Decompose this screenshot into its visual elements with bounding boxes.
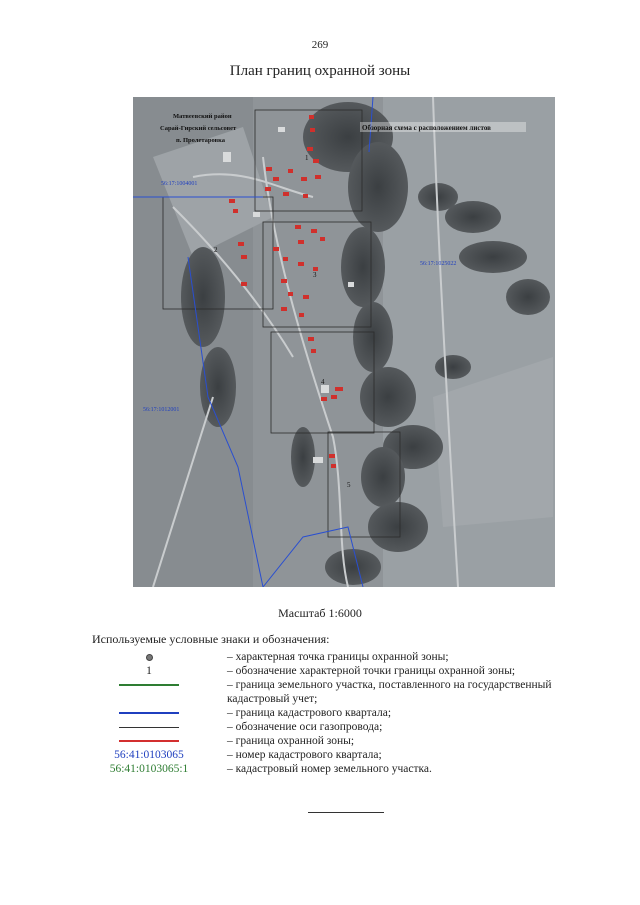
aerial-map: [133, 97, 555, 587]
quarter-label: 56:17:1012001: [143, 407, 180, 413]
sheet-number-4: 4: [321, 378, 325, 386]
legend-description: – граница кадастрового квартала;: [227, 707, 392, 719]
protection-zone-line-icon: [119, 740, 179, 742]
quarter-border-line-icon: [119, 712, 179, 714]
point-number-sample: 1: [146, 665, 152, 677]
sheet-number-3: 3: [313, 271, 317, 279]
legend-symbol: [95, 748, 203, 762]
legend-row-point-label: [95, 664, 615, 678]
page-number: 269: [311, 39, 329, 51]
legend-description: – граница земельного участка, поставленного на государственный кадастровый учет;: [227, 679, 552, 705]
map-scale: Масштаб 1:6000: [278, 606, 362, 620]
legend-description: – номер кадастрового квартала;: [227, 749, 382, 761]
plot-number-sample: 56:41:0103065:1: [109, 763, 189, 775]
legend-symbol: [95, 664, 203, 678]
legend-description: – кадастровый номер земельного участка.: [227, 763, 432, 775]
legend-symbol: [95, 678, 203, 692]
overview-label: Обзорная схема с расположением листов: [362, 124, 491, 132]
legend-title: Используемые условные знаки и обозначения:: [92, 632, 330, 646]
quarter-number-sample: 56:41:0103065: [114, 749, 184, 761]
legend-row-boundary-point: [95, 650, 615, 664]
legend-description: – граница охранной зоны;: [227, 735, 355, 747]
legend-symbol: [95, 734, 203, 748]
boundary-point-icon: [146, 654, 153, 661]
quarter-label: 56:17:1025022: [420, 261, 457, 267]
legend-symbol: [95, 720, 203, 734]
sheet-number-1: 1: [305, 154, 309, 162]
legend-row-land-plot: [95, 678, 615, 706]
map-svg: [133, 97, 555, 587]
map-label-council: Сарай-Гирский сельсовет: [160, 125, 237, 132]
legend-row-protection-zone: [95, 734, 615, 748]
legend-symbol: [95, 650, 203, 664]
legend-description: – обозначение оси газопровода;: [227, 721, 383, 733]
legend-description: – обозначение характерной точки границы охранной зоны;: [227, 665, 516, 677]
sheet-number-5: 5: [347, 481, 351, 489]
legend-symbol: [95, 706, 203, 720]
legend-symbol: [95, 762, 203, 776]
map-label-district: Матвеевский район: [173, 113, 232, 120]
quarter-label: 56:17:1004001: [161, 181, 198, 187]
legend-description: – характерная точка границы охранной зоны;: [227, 651, 449, 663]
legend-row-pipeline-axis: [95, 720, 615, 734]
pipeline-axis-line-icon: [119, 727, 179, 728]
land-plot-line-icon: [119, 684, 179, 686]
legend: [95, 650, 615, 776]
bottom-rule: [308, 812, 384, 813]
legend-row-quarter-border: [95, 706, 615, 720]
sheet-number-2: 2: [214, 246, 218, 254]
legend-row-quarter-number: [95, 748, 615, 762]
legend-row-plot-number: [95, 762, 615, 776]
map-label-settlement: п. Пролетаровка: [176, 137, 225, 144]
page-title: План границ охранной зоны: [229, 63, 411, 79]
